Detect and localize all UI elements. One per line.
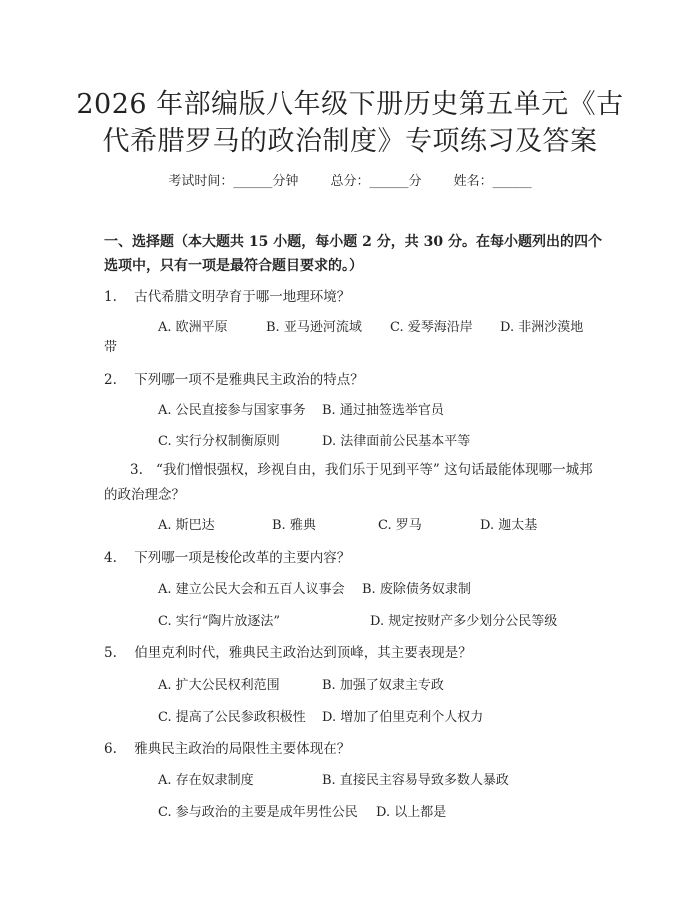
title-line-2: 代希腊罗马的政治制度》专项练习及答案 <box>102 126 598 157</box>
option-c: C. 爱琴海沿岸 <box>390 320 473 335</box>
option-a: A. 欧洲平原 <box>158 320 228 335</box>
exam-name: 姓名：______ <box>453 174 532 189</box>
question-stem: “我们憎恨强权，珍视自由，我们乐于见到平等” 这句话最能体现哪一城邦的政治理念？ <box>104 462 593 503</box>
option-a: A. 存在奴隶制度 <box>158 773 254 788</box>
option-a: A. 公民直接参与国家事务 <box>158 403 306 418</box>
question-number: 4. <box>104 550 117 566</box>
option-d: D. 迦太基 <box>480 518 538 533</box>
question-3 <box>104 458 604 508</box>
option-c: C. 实行“陶片放逐法” <box>158 614 281 629</box>
option-a: A. 扩大公民权利范围 <box>158 678 280 693</box>
question-number: 6. <box>104 741 117 757</box>
exam-time: 考试时间：______分钟 <box>168 174 299 189</box>
question-number: 2. <box>104 372 117 388</box>
option-d: D. 规定按财产多少划分公民等级 <box>370 614 558 629</box>
option-c: C. 提高了公民参政积极性 <box>158 710 306 725</box>
option-c: C. 罗马 <box>378 518 422 533</box>
question-5 <box>104 641 604 661</box>
question-number: 3. <box>130 462 143 478</box>
question-stem: 下列哪一项不是雅典民主政治的特点？ <box>134 372 364 388</box>
option-b: B. 加强了奴隶主专政 <box>322 678 444 693</box>
option-b: B. 亚马逊河流域 <box>266 320 362 335</box>
question-stem: 伯里克利时代，雅典民主政治达到顶峰，其主要表现是？ <box>134 645 472 661</box>
question-2 <box>104 368 604 388</box>
option-a: A. 斯巴达 <box>158 518 215 533</box>
option-d: D. 非洲沙漠地 <box>500 320 584 335</box>
option-d: D. 增加了伯里克利个人权力 <box>322 710 484 725</box>
title-line-1: 2026 年部编版八年级下册历史第五单元《古 <box>76 89 624 120</box>
option-b: B. 直接民主容易导致多数人暴政 <box>322 773 509 788</box>
option-b: B. 雅典 <box>272 518 316 533</box>
question-stem: 古代希腊文明孕育于哪一地理环境？ <box>134 289 351 305</box>
section-heading: 一、选择题（本大题共 15 小题，每小题 2 分，共 30 分。在每小题列出的四个选项中，只有一项是最符合题目要求的。） <box>104 234 602 274</box>
option-c: C. 参与政治的主要是成年男性公民 <box>158 805 358 820</box>
question-stem: 下列哪一项是梭伦改革的主要内容？ <box>134 550 351 566</box>
document-title <box>60 86 640 160</box>
question-4 <box>104 546 604 566</box>
option-wrap: 带 <box>104 340 118 355</box>
question-stem: 雅典民主政治的局限性主要体现在？ <box>134 741 351 757</box>
exam-meta <box>0 170 700 189</box>
question-number: 1. <box>104 289 117 305</box>
question-number: 5. <box>104 645 117 661</box>
option-b: B. 废除债务奴隶制 <box>362 582 471 597</box>
question-1 <box>104 285 604 305</box>
option-d: D. 法律面前公民基本平等 <box>322 434 471 449</box>
option-b: B. 通过抽签选举官员 <box>322 403 444 418</box>
question-6 <box>104 737 604 757</box>
exam-score: 总分：______分 <box>330 174 422 189</box>
option-d: D. 以上都是 <box>376 805 447 820</box>
option-a: A. 建立公民大会和五百人议事会 <box>158 582 345 597</box>
option-c: C. 实行分权制衡原则 <box>158 434 280 449</box>
